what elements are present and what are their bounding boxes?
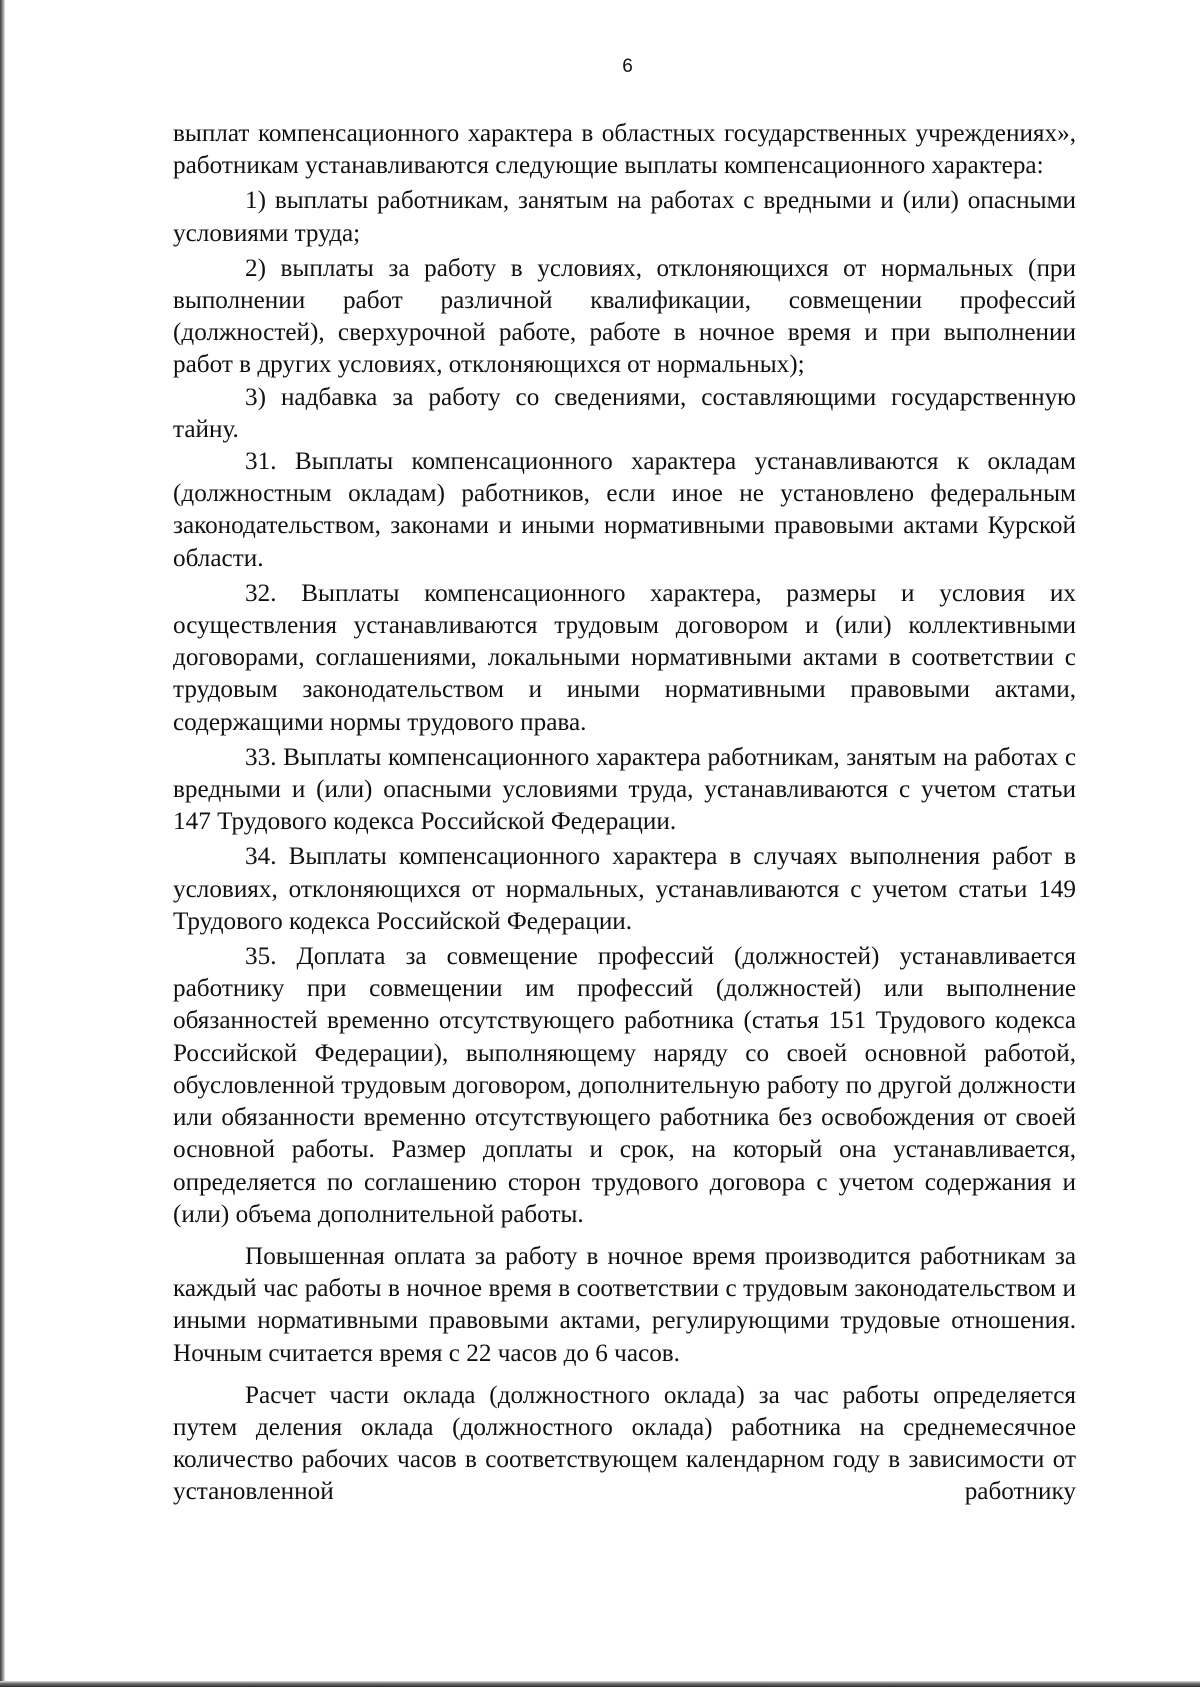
paragraph-item-3: 3) надбавка за работу со сведениями, составляющими государственную тайну.: [173, 383, 1076, 443]
paragraph-hourly-rate: Расчет части оклада (должностного оклада) за час работы определяется путем деления оклада (должностного оклада) работника на среднемесячное количество рабочих часов в соответствующем календарном году в зависимости от установленной работнику: [173, 1381, 1076, 1506]
paragraph-33: 33. Выплаты компенсационного характера работникам, занятым на работах с вредными и (или) опасными условиями труда, устанавливаются с учетом статьи 147 Трудового кодекса Российской Федерации.: [173, 743, 1076, 836]
paragraph-31: 31. Выплаты компенсационного характера устанавливаются к окладам (должностным окладам) работников, если иное не установлено федеральным законодательством, законами и иными нормативными правовыми актами Курской области.: [173, 448, 1076, 572]
paragraph-35: 35. Доплата за совмещение профессий (должностей) устанавливается работнику при совмещении им профессий (должностей) или выполнение обязанностей временно отсутствующего работника (статья 151 Трудового кодекса Российской Федерации), выполняющему наряду со своей основной работой, обусловленной трудовым договором, дополнительную работу по другой должности или обязанности временно отсутствующего работника без освобождения от своей основной работы. Размер доплаты и срок, на который она устанавливается, определяется по соглашению сторон трудового договора с учетом содержания и (или) объема дополнительной работы.: [173, 943, 1076, 1228]
page-number: 6: [622, 56, 633, 77]
paragraph-32: 32. Выплаты компенсационного характера, размеры и условия их осуществления устанавливаются трудовым договором и (или) коллективными договорами, соглашениями, локальными нормативными актами в соответствии с трудовым законодательством и иными нормативными правовыми актами, содержащими нормы трудового права.: [173, 579, 1076, 736]
paragraph-intro: выплат компенсационного характера в областных государственных учреждениях», работникам устанавливаются следующие выплаты компенсационного характера:: [173, 120, 1076, 180]
paragraph-34: 34. Выплаты компенсационного характера в случаях выполнения работ в условиях, отклоняющихся от нормальных, устанавливаются с учетом статьи 149 Трудового кодекса Российской Федерации.: [173, 843, 1076, 935]
paragraph-item-2: 2) выплаты за работу в условиях, отклоняющихся от нормальных (при выполнении работ различной квалификации, совмещении профессий (должностей), сверхурочной работе, работе в ночное время и при выполнении работ в других условиях, отклоняющихся от нормальных);: [173, 254, 1076, 379]
scan-edge-left: [0, 0, 5, 1687]
paragraph-item-1: 1) выплаты работникам, занятым на работах с вредными и (или) опасными условиями труда;: [173, 187, 1076, 247]
document-body: [173, 118, 1076, 1509]
paragraph-night-pay: Повышенная оплата за работу в ночное время производится работникам за каждый час работы в ночное время в соответствии с трудовым законодательством и иными нормативными правовыми актами, регулирующими трудовые отношения. Ночным считается время с 22 часов до 6 часов.: [173, 1242, 1076, 1367]
scan-edge-bottom: [0, 1681, 1200, 1687]
